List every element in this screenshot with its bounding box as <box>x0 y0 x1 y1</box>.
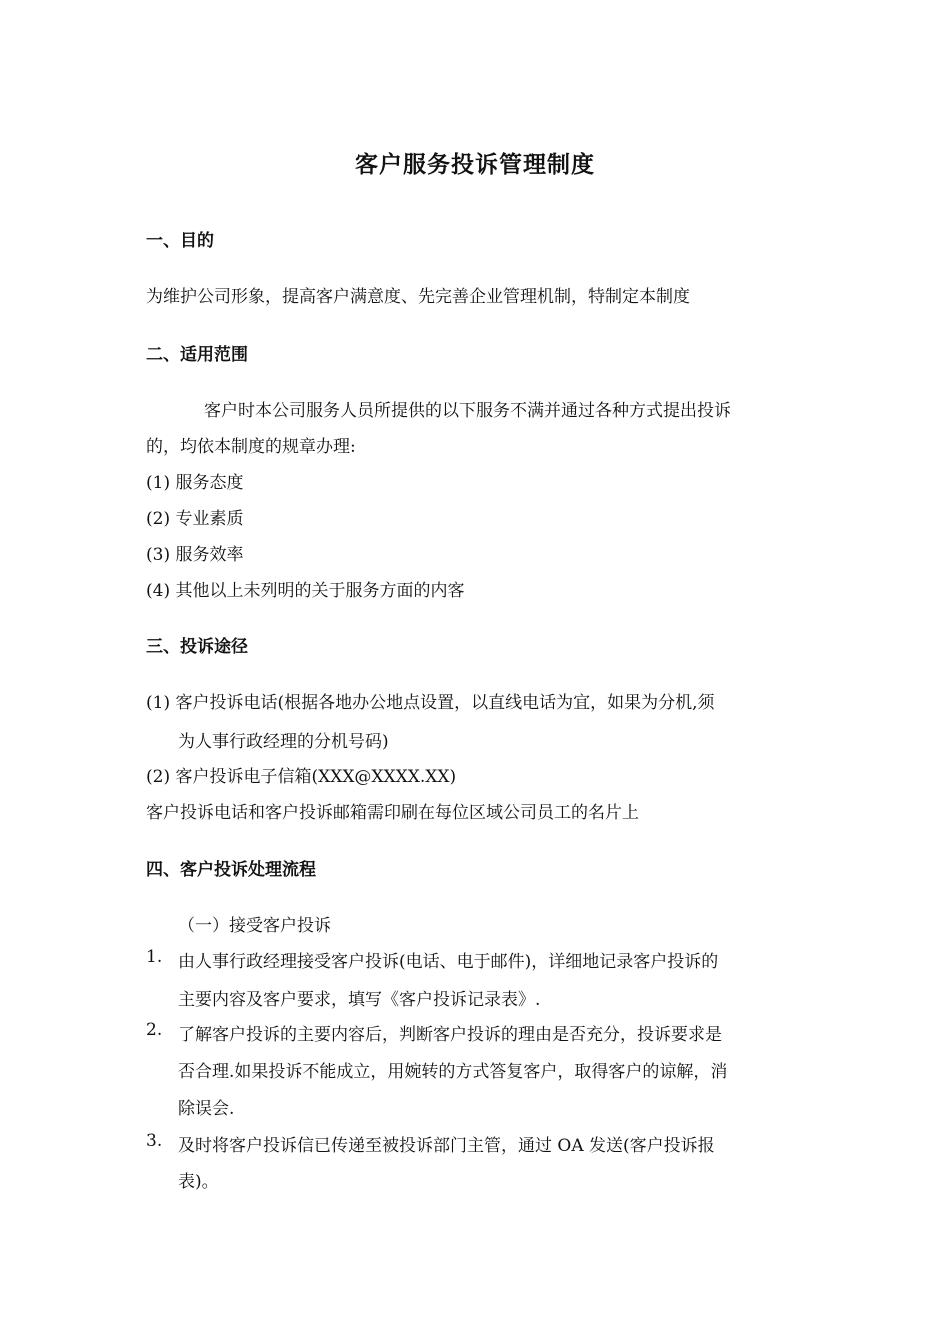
step-number: 2. <box>146 1020 163 1040</box>
scope-item: (3) 服务效率 <box>146 545 244 565</box>
step-number: 1. <box>146 947 163 967</box>
scope-paragraph-line2: 的，均依本制度的规章办理: <box>146 437 356 457</box>
scope-item: (4) 其他以上未列明的关于服务方面的内客 <box>146 581 465 601</box>
channel-item-email: (2) 客户投诉电子信箱(XXX@XXXX.XX) <box>146 767 457 787</box>
channel-note: 客户投诉电话和客户投诉邮箱需印刷在每位区域公司员工的名片上 <box>146 803 639 823</box>
step-line: 由人事行政经理接受客户投诉(电话、电于邮件)，详细地记录客户投诉的 <box>178 952 719 972</box>
section-heading-scope: 二、适用范围 <box>146 345 248 365</box>
scope-item: (1) 服务态度 <box>146 473 244 493</box>
document-title: 客户服务投诉管理制度 <box>355 152 595 178</box>
step-line: 表)。 <box>178 1172 219 1192</box>
scope-paragraph-line1: 客户时本公司服务人员所提供的以下服务不满并通过各种方式提出投诉 <box>204 401 731 421</box>
process-subheading: （一）接受客户投诉 <box>178 916 331 936</box>
step-line: 了解客户投诉的主要内容后，判断客户投诉的理由是否充分，投诉要求是 <box>178 1025 722 1045</box>
step-line: 主要内容及客户要求，填写《客户投诉记录表》. <box>178 990 541 1010</box>
purpose-paragraph: 为维护公司形象，提高客户满意度、先完善企业管理机制，特制定本制度 <box>146 287 690 307</box>
step-line: 否合理.如果投诉不能成立，用婉转的方式答复客户，取得客户的谅解，消 <box>178 1062 728 1082</box>
section-heading-purpose: 一、目的 <box>146 231 214 251</box>
scope-item: (2) 专业素质 <box>146 509 244 529</box>
section-heading-channels: 三、投诉途径 <box>146 637 248 657</box>
channel-item-phone-line2: 为人事行政经理的分机号码) <box>178 732 389 752</box>
step-number: 3. <box>146 1131 163 1151</box>
section-heading-process: 四、客户投诉处理流程 <box>146 860 316 880</box>
channel-item-phone-line1: (1) 客户投诉电话(根据各地办公地点设置，以直线电话为宜，如果为分机,须 <box>146 693 715 713</box>
step-line: 除误会. <box>178 1099 235 1119</box>
step-line: 及时将客户投诉信已传递至被投诉部门主管，通过 OA 发送(客户投诉报 <box>178 1136 715 1156</box>
